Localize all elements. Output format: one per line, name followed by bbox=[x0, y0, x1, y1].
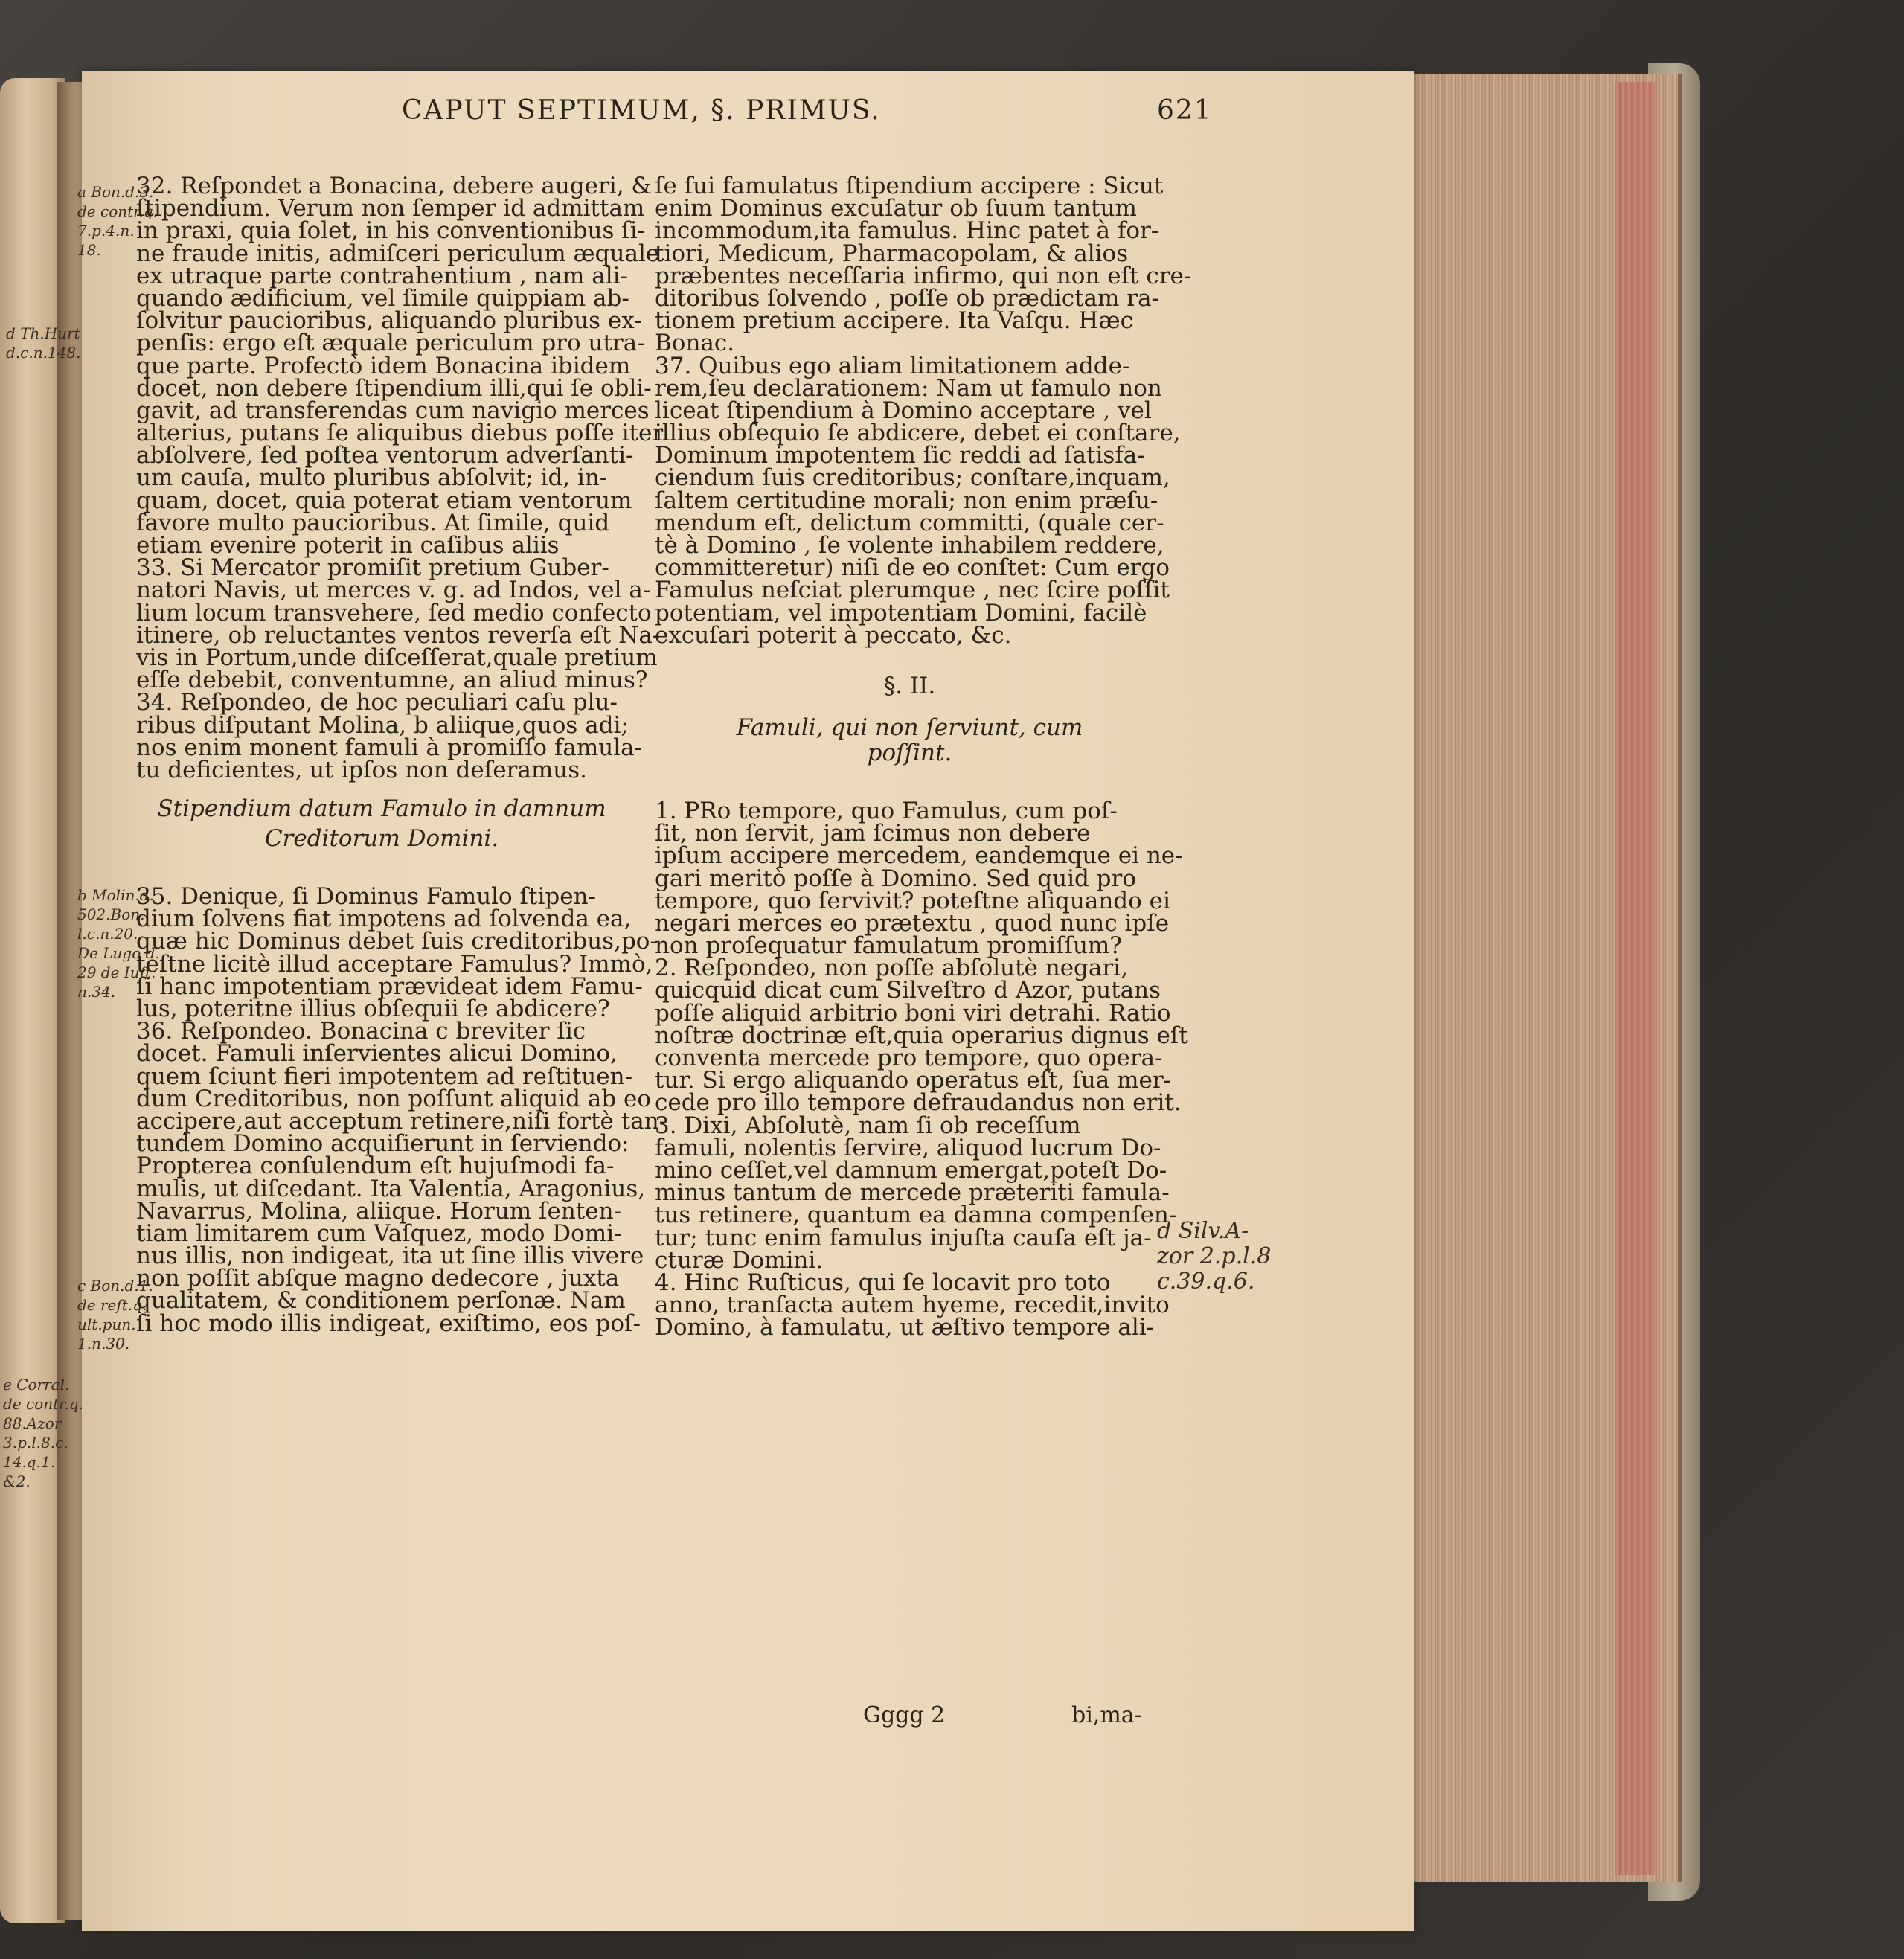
margin-line: 3.p.l.8.c. bbox=[3, 1434, 68, 1452]
text-line: 4. Hinc Ruſticus, qui ſe locavit pro toto bbox=[655, 1269, 1111, 1296]
red-page-edges bbox=[1615, 82, 1655, 1875]
text-line: mino ceſſet,vel damnum emergat,poteſt Do- bbox=[655, 1156, 1167, 1184]
text-line: enim Dominus excuſatur ob ſuum tantum bbox=[655, 195, 1137, 222]
text-line: 35. Denique, ſi Dominus Famulo ſtipen- bbox=[136, 883, 597, 911]
text-line: quam, docet, quia poterat etiam ventorum bbox=[136, 487, 632, 514]
margin-line: 88.Azor bbox=[3, 1414, 62, 1432]
text-line: Domino, à famulatu, ut æſtivo tempore ali- bbox=[655, 1314, 1155, 1341]
subheading-line: Stipendium datum Famulo in damnum bbox=[157, 795, 606, 823]
text-line: 36. Reſpondeo. Bonacina c breviter ſic bbox=[136, 1018, 586, 1045]
text-line: 37. Quibus ego aliam limitationem adde- bbox=[655, 352, 1130, 379]
text-line: potentiam, vel impotentiam Domini, facilè bbox=[655, 599, 1147, 626]
text-line: tus retinere, quantum ea damna compenſen- bbox=[655, 1202, 1177, 1229]
text-line: ſi hanc impotentiam prævideat idem Famu- bbox=[136, 972, 643, 1000]
text-line: excuſari poterit à peccato, &c. bbox=[655, 621, 1012, 649]
text-line: 32. Reſpondet a Bonacina, debere augeri, & bbox=[136, 173, 653, 199]
text-line: ſolvitur paucioribus, aliquando pluribus ex- bbox=[136, 307, 642, 335]
text-line: famuli, nolentis ſervire, aliquod lucrum Do- bbox=[655, 1134, 1161, 1161]
text-line: quem ſciunt fieri impotentem ad reſtituen- bbox=[136, 1062, 633, 1090]
text-line: itinere, ob reluctantes ventos reverſa eſt Na- bbox=[136, 621, 661, 649]
text-line: in praxi, quia ſolet, in his conventionibus ſi- bbox=[136, 217, 646, 245]
margin-line: d Silv.A- bbox=[1157, 1218, 1249, 1244]
text-line: Propterea conſulendum eſt hujuſmodi fa- bbox=[136, 1152, 615, 1180]
text-line: gavit, ad transferendas cum navigio merces bbox=[136, 397, 650, 424]
subheading-line: Famuli, qui non ſerviunt, cum bbox=[736, 714, 1083, 741]
margin-line: 1.n.30. bbox=[77, 1335, 130, 1353]
subheading-line: Creditorum Domini. bbox=[264, 825, 499, 853]
spacer bbox=[136, 857, 627, 885]
catchword: bi,ma- bbox=[1071, 1702, 1142, 1728]
text-line: docet. Famuli inſervientes alicui Domino, bbox=[136, 1040, 618, 1068]
text-line: tundem Domino acquiſierunt in ſerviendo: bbox=[136, 1130, 629, 1158]
text-line: quæ hic Dominus debet ſuis creditoribus,po- bbox=[136, 928, 658, 955]
text-line: tiori, Medicum, Pharmacopolam, & alios bbox=[655, 240, 1129, 267]
text-line: ipſum accipere mercedem, eandemque ei ne- bbox=[655, 842, 1183, 870]
text-line: Navarrus, Molina, aliique. Horum ſenten- bbox=[136, 1197, 622, 1225]
right-column bbox=[655, 173, 1192, 1341]
signature-mark: Gggg 2 bbox=[863, 1702, 946, 1728]
left-column bbox=[136, 173, 667, 1337]
text-line: ex utraque parte contrahentium , nam ali- bbox=[136, 262, 629, 289]
text-line: favore multo paucioribus. At ſimile, quid bbox=[136, 509, 610, 536]
text-line: eſſe debebit, conventumne, an aliud minus? bbox=[136, 667, 648, 694]
section-number: §. II. bbox=[883, 672, 936, 699]
margin-line: c.39.q.6. bbox=[1157, 1269, 1255, 1295]
text-line: tempore, quo ſervivit? poteſtne aliquando ei bbox=[655, 887, 1170, 914]
text-line: cede pro illo tempore defraudandus non erit. bbox=[655, 1089, 1182, 1117]
margin-line: de reſt.q. bbox=[77, 1296, 147, 1314]
spacer bbox=[655, 772, 1164, 800]
margin-line: de contr.q. bbox=[3, 1395, 84, 1413]
text-line: qualitatem, & conditionem perſonæ. Nam bbox=[136, 1287, 626, 1315]
text-line: abſolvere, ſed poſtea ventorum adverſanti- bbox=[136, 442, 634, 469]
text-line: nos enim monent famuli à promiſſo famula- bbox=[136, 734, 643, 761]
text-line: cturæ Domini. bbox=[655, 1246, 824, 1274]
text-line: ne fraude initis, admiſceri periculum æquale bbox=[136, 240, 660, 267]
prev-page-note-2 bbox=[3, 1375, 83, 1491]
text-line: alterius, putans ſe aliquibus diebus poſſe iter bbox=[136, 420, 664, 447]
margin-line: a Bon.d.3. bbox=[77, 183, 154, 201]
margin-line: 502.Bon. bbox=[77, 905, 145, 923]
margin-line: n.34. bbox=[77, 983, 116, 1001]
text-line: lus, poteritne illius obſequii ſe abdicere? bbox=[136, 995, 610, 1022]
margin-line: d Th.Hurt bbox=[6, 324, 80, 342]
spacer bbox=[655, 647, 1164, 675]
page-number: 621 bbox=[1157, 95, 1213, 126]
margin-line: 14.q.1. bbox=[3, 1453, 56, 1471]
text-line: negari merces eo prætextu , quod nunc ipſe bbox=[655, 909, 1170, 937]
text-line: quando ædificium, vel ſimile quippiam ab- bbox=[136, 284, 629, 312]
margin-line: b Molin.d. bbox=[77, 886, 154, 904]
text-line: 1. PRo tempore, quo Famulus, cum poſ- bbox=[655, 797, 1118, 824]
text-line: minus tantum de mercede præteriti famula- bbox=[655, 1179, 1170, 1207]
text-line: 34. Reſpondeo, de hoc peculiari caſu plu- bbox=[136, 689, 618, 716]
text-line: 3. Dixi, Abſolutè, nam ſi ob receſſum bbox=[655, 1112, 1081, 1139]
text-line: ditoribus ſolvendo , poſſe ob prædictam ra- bbox=[655, 284, 1160, 312]
text-line: ſe ſui famulatus ſtipendium accipere : Sicut bbox=[655, 173, 1164, 199]
text-line: mendum eſt, delictum committi, (quale cer- bbox=[655, 509, 1164, 536]
text-line: liceat ſtipendium à Domino acceptare , vel bbox=[655, 397, 1152, 424]
text-line: anno, tranſacta autem hyeme, recedit,invito bbox=[655, 1292, 1170, 1319]
text-line: tionem pretium accipere. Ita Vaſqu. Hæc bbox=[655, 307, 1133, 335]
text-line: Bonac. bbox=[655, 330, 735, 357]
margin-line: 7.p.4.n. bbox=[77, 222, 135, 240]
margin-line: &2. bbox=[3, 1472, 31, 1490]
text-line: ciendum ſuis creditoribus; conſtare,inquam, bbox=[655, 464, 1170, 492]
text-line: incommodum,ita famulus. Hinc patet à for- bbox=[655, 217, 1159, 245]
running-title: CAPUT SEPTIMUM, §. PRIMUS. bbox=[402, 95, 881, 126]
text-line: tur. Si ergo aliquando operatus eſt, ſua mer- bbox=[655, 1067, 1172, 1094]
text-line: tiam limitarem cum Vaſquez, modo Domi- bbox=[136, 1219, 622, 1247]
text-line: illius obſequio ſe abdicere, debet ei conſtare, bbox=[655, 420, 1181, 447]
margin-line: 29 de Iuſt. bbox=[77, 964, 156, 981]
prev-page-note-1 bbox=[6, 324, 81, 362]
text-line: conventa mercede pro tempore, quo opera- bbox=[655, 1045, 1163, 1071]
text-line: penſis: ergo eſt æquale periculum pro utra- bbox=[136, 330, 645, 357]
margin-line: 18. bbox=[77, 241, 101, 259]
text-line: ribus diſputant Molina, b aliique,quos adi; bbox=[136, 711, 629, 739]
margin-line: zor 2.p.l.8 bbox=[1157, 1243, 1272, 1269]
text-line: mulis, ut diſcedant. Ita Valentia, Aragonius, bbox=[136, 1175, 646, 1202]
text-line: tè à Domino , ſe volente inhabilem reddere, bbox=[655, 532, 1164, 559]
text-line: non proſequatur famulatum promiſſum? bbox=[655, 932, 1122, 960]
margin-line: de contr.q. bbox=[77, 202, 158, 220]
text-line: ſaltem certitudine morali; non enim præſu- bbox=[655, 487, 1158, 514]
text-line: natori Navis, ut merces v. g. ad Indos, vel a- bbox=[136, 577, 651, 604]
text-line: tur; tunc enim famulus injuſta cauſa eſt ja- bbox=[655, 1224, 1152, 1251]
margin-line: c Bon.d.1. bbox=[77, 1277, 153, 1295]
text-line: dium ſolvens fiat impotens ad ſolvenda ea, bbox=[136, 905, 632, 933]
text-line: ſtipendium. Verum non ſemper id admittam bbox=[136, 195, 645, 222]
text-line: teſtne licitè illud acceptare Famulus? Immò, bbox=[136, 950, 653, 978]
text-line: nus illis, non indigeat, ita ut ſine illis vivere bbox=[136, 1243, 644, 1270]
text-line: docet, non debere ſtipendium illi,qui ſe obli- bbox=[136, 374, 652, 402]
text-line: ſit, non ſervit, jam ſcimus non debere bbox=[655, 820, 1091, 847]
text-line: committeretur) niſi de eo conſtet: Cum ergo bbox=[655, 554, 1170, 582]
text-line: etiam evenire poterit in caſibus aliis bbox=[136, 532, 560, 559]
text-line: accipere,aut acceptum retinere,niſi fortè tan- bbox=[136, 1107, 667, 1135]
text-line: que parte. Profectò idem Bonacina ibidem bbox=[136, 352, 631, 379]
margin-line: d.c.n.148. bbox=[6, 344, 81, 362]
text-line: Dominum impotentem ſic reddi ad ſatisfa- bbox=[655, 442, 1145, 469]
text-line: vis in Portum,unde diſceſſerat,quale pretium bbox=[136, 644, 658, 671]
margin-line: l.c.n.20. bbox=[77, 925, 138, 943]
text-line: quicquid dicat cum Silveſtro d Azor, putans bbox=[655, 977, 1161, 1004]
margin-line: De Lugo d. bbox=[77, 944, 160, 962]
margin-line: ult.pun. bbox=[77, 1315, 136, 1333]
text-line: um cauſa, multo pluribus abſolvit; id, in- bbox=[136, 464, 608, 492]
text-line: 33. Si Mercator promiſit pretium Guber- bbox=[136, 554, 609, 582]
text-line: dum Creditoribus, non poſſunt aliquid ab eo bbox=[136, 1085, 652, 1112]
margin-line: e Corral. bbox=[3, 1376, 70, 1394]
text-line: Famulus neſciat plerumque , nec ſcire poſſit bbox=[655, 577, 1170, 604]
text-line: lium locum transvehere, ſed medio confecto bbox=[136, 599, 652, 626]
text-line: ſi hoc modo illis indigeat, exiſtimo, eos poſ- bbox=[136, 1309, 641, 1337]
text-line: rem,ſeu declarationem: Nam ut famulo non bbox=[655, 374, 1162, 402]
subheading-line: poſſint. bbox=[867, 739, 952, 766]
text-line: noſtræ doctrinæ eſt,quia operarius dignus eſt bbox=[655, 1022, 1188, 1049]
text-line: non poſſit abſque magno dedecore , juxta bbox=[136, 1265, 620, 1292]
margin-note-d bbox=[1157, 1219, 1271, 1295]
text-line: gari meritò poſſe à Domino. Sed quid pro bbox=[655, 865, 1137, 892]
text-line: præbentes neceſſaria infirmo, qui non eſt cre- bbox=[655, 262, 1192, 289]
text-line: 2. Reſpondeo, non poſſe abſolutè negari, bbox=[655, 955, 1128, 982]
text-line: poſſe aliquid arbitrio boni viri detrahi. Ratio bbox=[655, 999, 1171, 1027]
text-line: tu deficientes, ut ipſos non deſeramus. bbox=[136, 756, 587, 783]
